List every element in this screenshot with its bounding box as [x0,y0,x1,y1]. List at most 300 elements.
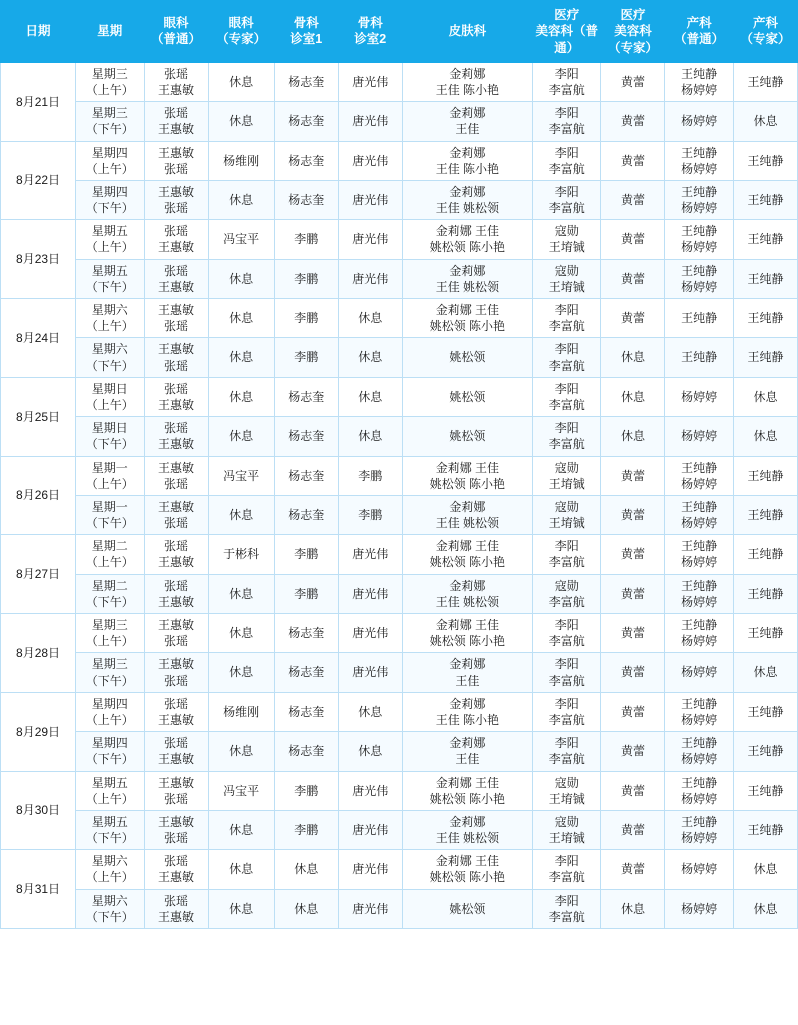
schedule-cell [533,732,601,771]
doctor-name: 王佳 [455,752,480,767]
doctor-name: 王佳 姚松领 [435,831,500,846]
rest-label: 休息 [229,862,254,877]
table-row [1,535,798,574]
doctor-name: 张瑶 [164,263,189,278]
doctor-name: 李阳 [554,421,579,436]
doctor-name: 杨婷婷 [681,712,718,727]
doctor-name: 寇勋 [554,814,579,829]
doctor-name: 张瑶 [164,578,189,593]
doctor-name: 黄蕾 [620,507,645,522]
weekday-line: （下午） [85,122,134,137]
doctor-name: 王纯静 [681,775,718,790]
doctor-name: 唐光伟 [352,901,389,916]
schedule-cell [733,732,797,771]
doctor-name: 王纯静 [747,232,784,247]
table-body [1,62,798,928]
weekday-cell [76,299,144,338]
doctor-name: 杨志奎 [288,114,325,129]
weekday-line: （上午） [85,82,134,97]
weekday-line: 星期一 [91,499,128,514]
weekday-cell [76,495,144,534]
doctor-name: 王纯静 [681,311,718,326]
rest-label: 休息 [229,114,254,129]
schedule-cell [665,141,733,180]
schedule-cell [338,220,402,259]
schedule-cell [665,299,733,338]
schedule-cell [733,535,797,574]
column-header-1 [76,1,144,63]
column-header-sub: 诊室2 [354,32,387,47]
schedule-cell [601,259,665,298]
doctor-name: 唐光伟 [352,547,389,562]
schedule-cell [665,692,733,731]
schedule-cell [402,810,532,849]
doctor-name: 杨婷婷 [681,752,718,767]
doctor-name: 金莉娜 [449,814,486,829]
schedule-cell [402,62,532,101]
doctor-name: 姚松领 陈小艳 [429,634,506,649]
doctor-name: 王佳 陈小艳 [435,161,500,176]
weekday-cell [76,338,144,377]
doctor-name: 金莉娜 王佳 [435,775,500,790]
doctor-name: 王惠敏 [158,909,195,924]
schedule-cell [144,180,208,219]
schedule-cell [665,220,733,259]
schedule-cell [274,850,338,889]
column-header-main: 骨科 [357,16,383,31]
weekday-line: 星期三 [91,66,128,81]
schedule-cell [274,141,338,180]
schedule-cell [601,850,665,889]
date-cell: 8月26日 [1,456,76,535]
schedule-cell [274,535,338,574]
column-header-main: 皮肤科 [448,24,487,39]
weekday-cell [76,692,144,731]
schedule-cell [733,338,797,377]
table-row [1,180,798,219]
doctor-name: 李鹏 [358,468,383,483]
doctor-name: 王纯静 [681,184,718,199]
column-header-sub: （专家） [740,32,791,47]
schedule-cell [402,574,532,613]
column-header-3 [208,1,274,63]
weekday-line: 星期四 [91,696,128,711]
doctor-name: 张瑶 [164,893,189,908]
schedule-cell [733,653,797,692]
doctor-name: 唐光伟 [352,783,389,798]
doctor-name: 李阳 [554,303,579,317]
doctor-name: 杨志奎 [288,626,325,641]
doctor-name: 王纯静 [747,468,784,483]
doctor-name: 李阳 [554,696,579,711]
doctor-name: 杨志奎 [288,74,325,89]
weekday-line: 星期六 [91,854,128,869]
weekday-line: （上午） [85,870,134,885]
schedule-cell [733,850,797,889]
rest-label: 休息 [229,626,254,641]
doctor-name: 王纯静 [747,822,784,837]
weekday-cell [76,732,144,771]
schedule-cell [665,732,733,771]
column-header-sub: 诊室1 [290,32,323,47]
table-row [1,259,798,298]
doctor-name: 李鹏 [294,311,319,326]
doctor-name: 唐光伟 [352,114,389,129]
doctor-name: 李富航 [548,870,585,885]
doctor-name: 张瑶 [164,319,189,334]
doctor-name: 寇勋 [554,578,579,593]
schedule-cell [402,495,532,534]
table-row [1,377,798,416]
doctor-name: 李阳 [554,184,579,199]
schedule-cell [601,456,665,495]
doctor-name: 李鹏 [294,232,319,247]
schedule-cell [338,417,402,456]
doctor-name: 张瑶 [164,381,189,396]
schedule-cell [338,850,402,889]
doctor-name: 杨婷婷 [681,240,718,255]
doctor-name: 唐光伟 [352,192,389,207]
table-header [1,1,798,63]
doctor-name: 李阳 [554,381,579,396]
date-cell: 8月29日 [1,692,76,771]
schedule-cell [733,456,797,495]
doctor-name: 杨志奎 [288,665,325,680]
doctor-name: 杨志奎 [288,468,325,483]
doctor-name: 李阳 [554,736,579,751]
schedule-cell [208,377,274,416]
rest-label: 休息 [229,665,254,680]
doctor-name: 杨婷婷 [681,901,718,916]
weekday-cell [76,889,144,928]
schedule-cell [338,299,402,338]
rest-label: 休息 [620,429,645,444]
doctor-name: 王惠敏 [158,145,195,160]
rest-label: 休息 [229,586,254,601]
schedule-cell [601,62,665,101]
schedule-cell [208,574,274,613]
rest-label: 休息 [753,665,778,680]
doctor-name: 张瑶 [164,736,189,751]
table-row [1,141,798,180]
schedule-cell [601,377,665,416]
doctor-name: 李鹏 [294,271,319,286]
schedule-cell [601,732,665,771]
doctor-name: 黄蕾 [620,271,645,286]
doctor-name: 杨志奎 [288,704,325,719]
table-row [1,456,798,495]
doctor-name: 王佳 陈小艳 [435,82,500,97]
doctor-name: 王纯静 [747,586,784,601]
doctor-name: 王纯静 [747,704,784,719]
doctor-name: 王惠敏 [158,397,195,412]
table-row [1,771,798,810]
doctor-name: 王惠敏 [158,82,195,97]
doctor-name: 张瑶 [164,854,189,869]
schedule-cell [665,259,733,298]
schedule-cell [665,889,733,928]
schedule-cell [208,141,274,180]
doctor-name: 王纯静 [681,66,718,81]
doctor-name: 杨婷婷 [681,791,718,806]
schedule-cell [274,692,338,731]
weekday-cell [76,417,144,456]
column-header-main: 眼科 [228,16,254,31]
rest-label: 休息 [229,271,254,286]
table-row [1,653,798,692]
schedule-cell [665,62,733,101]
doctor-name: 王惠敏 [158,460,195,475]
doctor-name: 金莉娜 [449,578,486,593]
doctor-name: 王纯静 [681,460,718,475]
rest-label: 休息 [620,350,645,365]
doctor-name: 王佳 陈小艳 [435,712,500,727]
doctor-name: 姚松领 [449,429,486,444]
schedule-cell [733,62,797,101]
schedule-cell [733,810,797,849]
table-row [1,574,798,613]
schedule-cell [601,495,665,534]
rest-label: 休息 [229,311,254,326]
doctor-name: 金莉娜 [449,184,486,199]
column-header-4 [274,1,338,63]
doctor-name: 李鹏 [294,547,319,562]
table-row [1,299,798,338]
date-cell: 8月30日 [1,771,76,850]
schedule-cell [274,102,338,141]
schedule-cell [338,614,402,653]
doctor-name: 王纯静 [681,736,718,751]
schedule-cell [601,299,665,338]
doctor-name: 张瑶 [164,224,189,239]
doctor-name: 唐光伟 [352,74,389,89]
schedule-cell [601,653,665,692]
schedule-cell [274,574,338,613]
schedule-cell [533,220,601,259]
schedule-cell [733,692,797,731]
table-row [1,102,798,141]
weekday-line: （下午） [85,437,134,452]
column-header-main: 日期 [25,24,51,39]
weekday-line: （下午） [85,831,134,846]
doctor-name: 王惠敏 [158,775,195,790]
schedule-cell [402,180,532,219]
doctor-name: 王纯静 [681,263,718,278]
column-header-sub: 美容科（专家） [607,24,658,55]
schedule-cell [533,417,601,456]
doctor-name: 李富航 [548,437,585,452]
schedule-cell [274,62,338,101]
doctor-name: 王惠敏 [158,814,195,829]
doctor-name: 王惠敏 [158,279,195,294]
schedule-cell [144,102,208,141]
schedule-cell [144,299,208,338]
doctor-name: 杨志奎 [288,153,325,168]
table-row [1,732,798,771]
doctor-name: 王纯静 [747,192,784,207]
column-header-main: 骨科 [293,16,319,31]
weekday-line: 星期三 [91,657,128,672]
doctor-name: 杨婷婷 [681,82,718,97]
schedule-cell [601,180,665,219]
schedule-cell [402,771,532,810]
schedule-cell [733,614,797,653]
doctor-name: 李阳 [554,539,579,554]
weekday-line: （上午） [85,161,134,176]
doctor-name: 王惠敏 [158,499,195,514]
doctor-name: 冯宝平 [223,468,260,483]
schedule-cell [601,102,665,141]
doctor-name: 唐光伟 [352,862,389,877]
schedule-cell [338,180,402,219]
schedule-cell [533,653,601,692]
doctor-name: 杨婷婷 [681,634,718,649]
doctor-name: 金莉娜 王佳 [435,460,500,475]
schedule-cell [733,299,797,338]
schedule-cell [533,180,601,219]
schedule-cell [208,850,274,889]
weekday-line: （上午） [85,319,134,334]
schedule-cell [533,299,601,338]
schedule-cell [338,889,402,928]
doctor-name: 李阳 [554,854,579,869]
rest-label: 休息 [358,350,383,365]
weekday-cell [76,535,144,574]
doctor-name: 王纯静 [747,311,784,326]
schedule-cell [533,574,601,613]
schedule-cell [402,220,532,259]
schedule-cell [274,495,338,534]
doctor-name: 姚松领 [449,901,486,916]
rest-label: 休息 [358,744,383,759]
doctor-name: 王堉铖 [548,791,585,806]
doctor-name: 王纯静 [747,783,784,798]
schedule-cell [338,732,402,771]
doctor-name: 李富航 [548,397,585,412]
doctor-name: 金莉娜 王佳 [435,618,500,632]
weekday-cell [76,810,144,849]
doctor-name: 王佳 姚松领 [435,279,500,294]
weekday-cell [76,377,144,416]
doctor-name: 王纯静 [681,618,718,632]
schedule-cell [208,692,274,731]
weekday-line: （下午） [85,279,134,294]
weekday-cell [76,180,144,219]
doctor-name: 李富航 [548,358,585,373]
doctor-name: 王佳 [455,673,480,688]
weekday-line: 星期三 [91,618,128,632]
column-header-main: 星期 [97,24,123,39]
table-row [1,495,798,534]
weekday-line: （上午） [85,555,134,570]
schedule-cell [601,889,665,928]
doctor-name: 李鹏 [358,507,383,522]
schedule-cell [402,456,532,495]
column-header-6 [402,1,532,63]
schedule-cell [533,889,601,928]
weekday-line: 星期六 [91,303,128,317]
schedule-cell [665,338,733,377]
schedule-cell [601,574,665,613]
rest-label: 休息 [753,389,778,404]
doctor-name: 黄蕾 [620,192,645,207]
doctor-name: 王惠敏 [158,594,195,609]
schedule-cell [144,771,208,810]
doctor-name: 张瑶 [164,516,189,531]
column-header-5 [338,1,402,63]
doctor-name: 杨志奎 [288,507,325,522]
schedule-cell [665,456,733,495]
schedule-cell [533,102,601,141]
column-header-sub: （普通） [674,32,725,47]
schedule-cell [338,653,402,692]
schedule-cell [665,495,733,534]
rest-label: 休息 [358,311,383,326]
schedule-cell [274,220,338,259]
doctor-name: 王佳 姚松领 [435,516,500,531]
doctor-name: 王纯静 [681,578,718,593]
doctor-name: 金莉娜 [449,696,486,711]
schedule-cell [144,456,208,495]
schedule-cell [733,417,797,456]
schedule-cell [665,535,733,574]
doctor-name: 王纯静 [681,696,718,711]
doctor-name: 张瑶 [164,66,189,81]
column-header-10 [733,1,797,63]
schedule-cell [733,102,797,141]
doctor-name: 杨婷婷 [681,389,718,404]
rest-label: 休息 [229,429,254,444]
doctor-name: 姚松领 陈小艳 [429,870,506,885]
schedule-cell [601,692,665,731]
schedule-cell [274,377,338,416]
weekday-cell [76,653,144,692]
column-header-sub: 美容科（普通） [535,24,598,55]
doctor-name: 杨婷婷 [681,279,718,294]
doctor-name: 李富航 [548,82,585,97]
weekday-line: （上午） [85,712,134,727]
schedule-cell [144,377,208,416]
rest-label: 休息 [229,389,254,404]
weekday-line: 星期一 [91,460,128,475]
weekday-line: 星期三 [91,106,128,121]
doctor-name: 李富航 [548,634,585,649]
rest-label: 休息 [358,429,383,444]
doctor-name: 李富航 [548,201,585,216]
doctor-name: 张瑶 [164,421,189,436]
schedule-cell [274,614,338,653]
schedule-cell [208,299,274,338]
schedule-cell [733,771,797,810]
date-cell: 8月25日 [1,377,76,456]
doctor-name: 王纯静 [747,744,784,759]
schedule-cell [144,495,208,534]
doctor-name: 姚松领 [449,389,486,404]
doctor-name: 杨维刚 [223,704,260,719]
column-header-main: 产科 [686,16,712,31]
doctor-name: 杨志奎 [288,744,325,759]
schedule-cell [144,614,208,653]
schedule-cell [601,614,665,653]
schedule-cell [402,535,532,574]
schedule-cell [208,889,274,928]
doctor-name: 李阳 [554,657,579,672]
schedule-cell [338,377,402,416]
rest-label: 休息 [229,192,254,207]
weekday-line: 星期五 [91,224,128,239]
doctor-name: 李富航 [548,122,585,137]
doctor-name: 寇勋 [554,775,579,790]
